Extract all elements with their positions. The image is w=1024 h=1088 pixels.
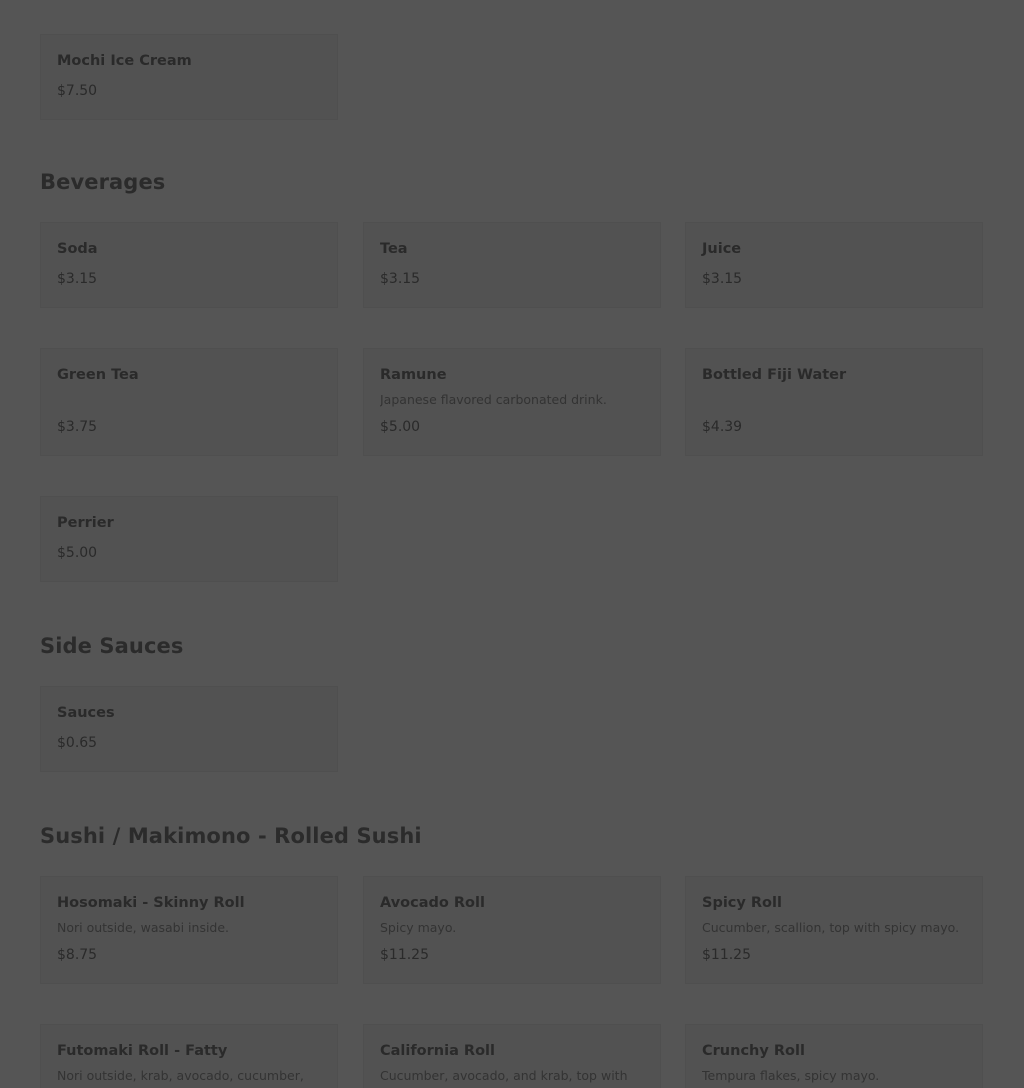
- menu-item-card[interactable]: [40, 1024, 338, 1088]
- item-price: $11.25: [380, 947, 429, 963]
- section-title-side-sauces: Side Sauces: [40, 634, 184, 658]
- item-price: $3.15: [380, 271, 421, 287]
- item-price: $4.39: [702, 419, 743, 435]
- menu-item-card[interactable]: [685, 876, 983, 984]
- menu-item-card[interactable]: [40, 496, 338, 582]
- menu-item-card[interactable]: [363, 876, 661, 984]
- item-name: Bottled Fiji Water: [702, 367, 847, 383]
- item-name: Ramune: [380, 367, 447, 383]
- item-name: Crunchy Roll: [702, 1043, 805, 1059]
- menu-item-card[interactable]: [685, 348, 983, 456]
- section-title-sushi: Sushi / Makimono - Rolled Sushi: [40, 824, 422, 848]
- item-price: $3.15: [702, 271, 743, 287]
- item-price: $11.25: [702, 947, 751, 963]
- item-name: Sauces: [57, 705, 115, 721]
- menu-item-card[interactable]: [363, 1024, 661, 1088]
- item-description: Cucumber, avocado, and krab, top with: [380, 1068, 628, 1083]
- menu-item-card[interactable]: [40, 222, 338, 308]
- item-description: Nori outside, krab, avocado, cucumber,: [57, 1068, 304, 1083]
- item-price: $8.75: [57, 947, 98, 963]
- item-price: $3.15: [57, 271, 98, 287]
- menu-item-card[interactable]: [363, 348, 661, 456]
- item-name: Avocado Roll: [380, 895, 485, 911]
- menu-item-card[interactable]: [40, 876, 338, 984]
- item-price: $7.50: [57, 83, 98, 99]
- item-name: Spicy Roll: [702, 895, 782, 911]
- section-title-beverages: Beverages: [40, 170, 166, 194]
- item-price: $3.75: [57, 419, 98, 435]
- item-price: $0.65: [57, 735, 98, 751]
- item-price: $5.00: [57, 545, 98, 561]
- item-description: Tempura flakes, spicy mayo.: [702, 1068, 880, 1083]
- item-name: Mochi Ice Cream: [57, 53, 192, 69]
- menu-item-card[interactable]: [363, 222, 661, 308]
- item-name: Juice: [702, 241, 742, 257]
- item-name: Soda: [57, 241, 98, 257]
- item-description: Nori outside, wasabi inside.: [57, 920, 230, 935]
- item-description: Cucumber, scallion, top with spicy mayo.: [702, 920, 960, 935]
- item-name: Tea: [380, 241, 408, 257]
- item-name: Hosomaki - Skinny Roll: [57, 895, 245, 911]
- item-name: California Roll: [380, 1043, 495, 1059]
- menu-item-card[interactable]: [685, 1024, 983, 1088]
- item-description: [57, 392, 321, 408]
- item-name: Green Tea: [57, 367, 139, 383]
- item-name: Perrier: [57, 515, 114, 531]
- item-description: [702, 392, 966, 408]
- item-price: $5.00: [380, 419, 421, 435]
- menu-item-card[interactable]: [40, 34, 338, 120]
- menu-item-card[interactable]: [40, 348, 338, 456]
- item-description: Spicy mayo.: [380, 920, 457, 935]
- item-name: Futomaki Roll - Fatty: [57, 1043, 228, 1059]
- menu-item-card[interactable]: [40, 686, 338, 772]
- menu-item-card[interactable]: [685, 222, 983, 308]
- item-description: Japanese flavored carbonated drink.: [380, 392, 607, 407]
